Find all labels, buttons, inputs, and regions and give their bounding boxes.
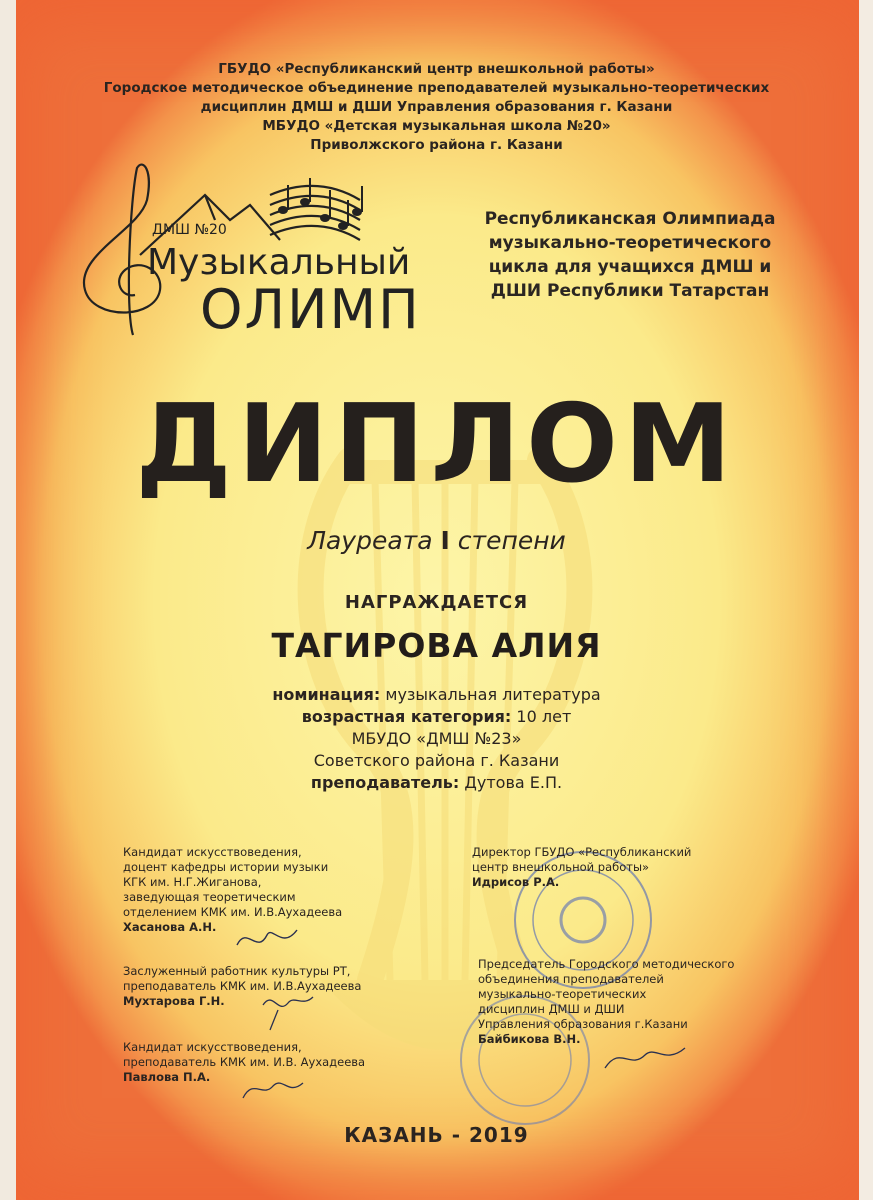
signatory-title-line: Кандидат искусствоведения, xyxy=(123,845,302,859)
handwritten-signature xyxy=(238,1068,308,1108)
age-value: 10 лет xyxy=(516,707,572,726)
signatory-title-line: КГК им. Н.Г.Жиганова, xyxy=(123,875,262,889)
header-line: Городское методическое объединение преподавателей музыкально-теоретических xyxy=(103,80,770,96)
signatory-title-line: преподаватель КМК им. И.В.Аухадеева xyxy=(123,979,362,993)
degree-line xyxy=(0,526,873,555)
age-label: возрастная категория: xyxy=(301,707,512,726)
olympiad-title-line: музыкально-теоретического xyxy=(488,233,772,253)
degree-prefix: Лауреата xyxy=(307,526,433,555)
degree-suffix: степени xyxy=(457,526,566,555)
teacher-value: Дутова Е.П. xyxy=(464,773,563,792)
signatory-title-line: Заслуженный работник культуры РТ, xyxy=(123,964,351,978)
teacher-label: преподаватель: xyxy=(310,773,460,792)
signatory-name: Павлова П.А. xyxy=(123,1070,211,1084)
signatory-title-line: Управления образования г.Казани xyxy=(478,1017,688,1031)
olympiad-title-line: Республиканская Олимпиада xyxy=(484,209,776,229)
header-line: ГБУДО «Республиканский центр внешкольной работы» xyxy=(218,61,655,77)
degree-numeral: I xyxy=(440,526,450,555)
nomination-value: музыкальная литература xyxy=(385,685,601,704)
teacher-row xyxy=(0,772,873,794)
signatory-title-line: доцент кафедры истории музыки xyxy=(123,860,329,874)
olympiad-title xyxy=(430,207,830,303)
diploma-title: ДИПЛОМ xyxy=(135,382,738,507)
signatory-title-line: музыкально-теоретических xyxy=(478,987,647,1001)
logo-word-musical: Музыкальный xyxy=(147,242,411,283)
place-and-year: КАЗАНЬ - 2019 xyxy=(344,1123,529,1147)
signatory-title-line: дисциплин ДМШ и ДШИ xyxy=(478,1002,625,1016)
header-line: Приволжского района г. Казани xyxy=(310,137,563,153)
signatory-title-line: объединения преподавателей xyxy=(478,972,664,986)
handwritten-signature xyxy=(600,1040,690,1080)
signatory-name: Идрисов Р.А. xyxy=(472,875,560,889)
olympiad-logo xyxy=(55,160,421,341)
signatory-title-line: отделением КМК им. И.В.Аухадеева xyxy=(123,905,343,919)
nomination-label: номинация: xyxy=(272,685,381,704)
school-line: МБУДО «ДМШ №23» xyxy=(351,729,522,748)
school-line: Советского района г. Казани xyxy=(313,751,560,770)
signatory-title-line: Директор ГБУДО «Республиканский xyxy=(472,845,692,859)
signatory-block xyxy=(472,845,772,890)
recipient-name: ТАГИРОВА АЛИЯ xyxy=(271,626,602,665)
logo-word-olimp: ОЛИМП xyxy=(200,278,421,341)
signatory-name: Хасанова А.Н. xyxy=(123,920,217,934)
signatory-title-line: центр внешкольной работы» xyxy=(472,860,650,874)
signatory-title-line: заведующая теоретическим xyxy=(123,890,296,904)
header-line: МБУДО «Детская музыкальная школа №20» xyxy=(262,118,611,134)
handwritten-signature xyxy=(258,985,318,1035)
olympiad-title-line: ДШИ Республики Татарстан xyxy=(490,281,770,301)
nomination-row xyxy=(0,684,873,706)
signatory-name: Мухтарова Г.Н. xyxy=(123,994,225,1008)
age-row xyxy=(0,706,873,728)
olympiad-title-line: цикла для учащихся ДМШ и xyxy=(488,257,772,277)
header-line: дисциплин ДМШ и ДШИ Управления образования г. Казани xyxy=(200,99,673,115)
signatory-block xyxy=(478,957,798,1047)
signatory-title-line: Председатель Городского методического xyxy=(478,957,735,971)
awarded-label: НАГРАЖДАЕТСЯ xyxy=(344,592,529,613)
logo-school-label: ДМШ №20 xyxy=(152,222,227,238)
signatory-title-line: Кандидат искусствоведения, xyxy=(123,1040,302,1054)
award-details xyxy=(0,684,873,794)
signatory-name: Байбикова В.Н. xyxy=(478,1032,581,1046)
signatory-title-line: преподаватель КМК им. И.В. Аухадеева xyxy=(123,1055,366,1069)
organizers-header xyxy=(40,60,833,155)
handwritten-signature xyxy=(232,920,302,960)
